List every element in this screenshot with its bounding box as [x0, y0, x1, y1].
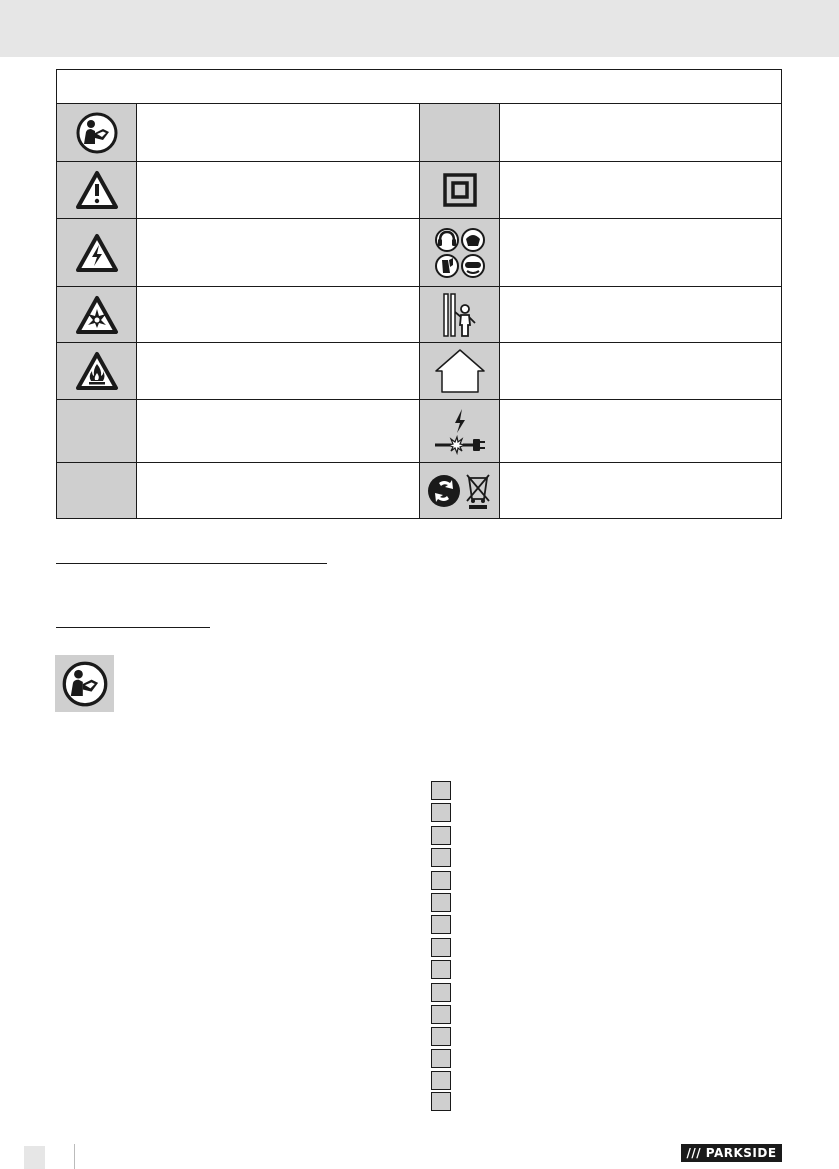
symbol-description [137, 162, 419, 218]
indoor-use-only-icon [434, 348, 486, 394]
part-number-box [431, 983, 451, 1002]
icon-cell [419, 400, 500, 462]
part-number-box [431, 960, 451, 979]
icon-cell [57, 219, 137, 286]
symbol-description [137, 463, 419, 518]
protection-class-ii-icon [443, 173, 477, 207]
part-number-box [431, 871, 451, 890]
symbol-description [137, 343, 419, 399]
icon-cell [419, 219, 500, 286]
recycling-weee-icon [427, 471, 493, 511]
fire-warning-icon [75, 351, 119, 391]
part-number-box [431, 826, 451, 845]
symbol-description [500, 343, 781, 399]
part-number-box [431, 803, 451, 822]
icon-cell [57, 104, 137, 161]
icon-cell [419, 104, 500, 161]
part-number-box [431, 893, 451, 912]
icon-cell [419, 287, 500, 342]
part-number-box [431, 1005, 451, 1024]
icon-cell [57, 287, 137, 342]
part-number-box [431, 1049, 451, 1068]
footer-divider [74, 1144, 75, 1169]
damaged-cable-unplug-icon [433, 407, 487, 455]
parkside-logo: /// PARKSIDE [681, 1144, 782, 1162]
table-row [57, 399, 781, 462]
symbol-description [137, 219, 419, 286]
icon-cell [57, 400, 137, 462]
table-row [57, 161, 781, 218]
symbol-description [500, 162, 781, 218]
symbol-description [137, 104, 419, 161]
symbol-description [137, 287, 419, 342]
table-row [57, 462, 781, 518]
heading-underline [56, 627, 210, 628]
part-number-box [431, 915, 451, 934]
table-title [57, 70, 781, 104]
symbol-description [500, 463, 781, 518]
part-number-box [431, 1027, 451, 1046]
page-number [24, 1146, 45, 1169]
protective-equipment-icon [434, 227, 486, 279]
symbol-description [500, 400, 781, 462]
heading-underline [56, 563, 327, 564]
part-number-box [431, 938, 451, 957]
symbol-description [500, 219, 781, 286]
warning-triangle-icon [75, 170, 119, 210]
read-manual-icon [61, 660, 109, 708]
electric-shock-warning-icon [75, 233, 119, 273]
header-band [0, 0, 839, 57]
read-manual-notice [55, 655, 114, 712]
icon-cell [57, 463, 137, 518]
table-row [57, 218, 781, 286]
explosion-warning-icon [75, 295, 119, 335]
icon-cell [419, 162, 500, 218]
read-manual-icon [75, 111, 119, 155]
table-row [57, 342, 781, 399]
symbol-legend-table [56, 69, 782, 519]
icon-cell [419, 463, 500, 518]
icon-cell [57, 343, 137, 399]
icon-cell [57, 162, 137, 218]
part-number-box [431, 781, 451, 800]
keep-children-away-icon [440, 292, 480, 338]
symbol-description [500, 287, 781, 342]
symbol-description [500, 104, 781, 161]
table-row [57, 286, 781, 342]
part-number-box [431, 1071, 451, 1090]
symbol-description [137, 400, 419, 462]
icon-cell [419, 343, 500, 399]
part-number-box [431, 848, 451, 867]
table-row [57, 104, 781, 161]
part-number-box [431, 1092, 451, 1111]
